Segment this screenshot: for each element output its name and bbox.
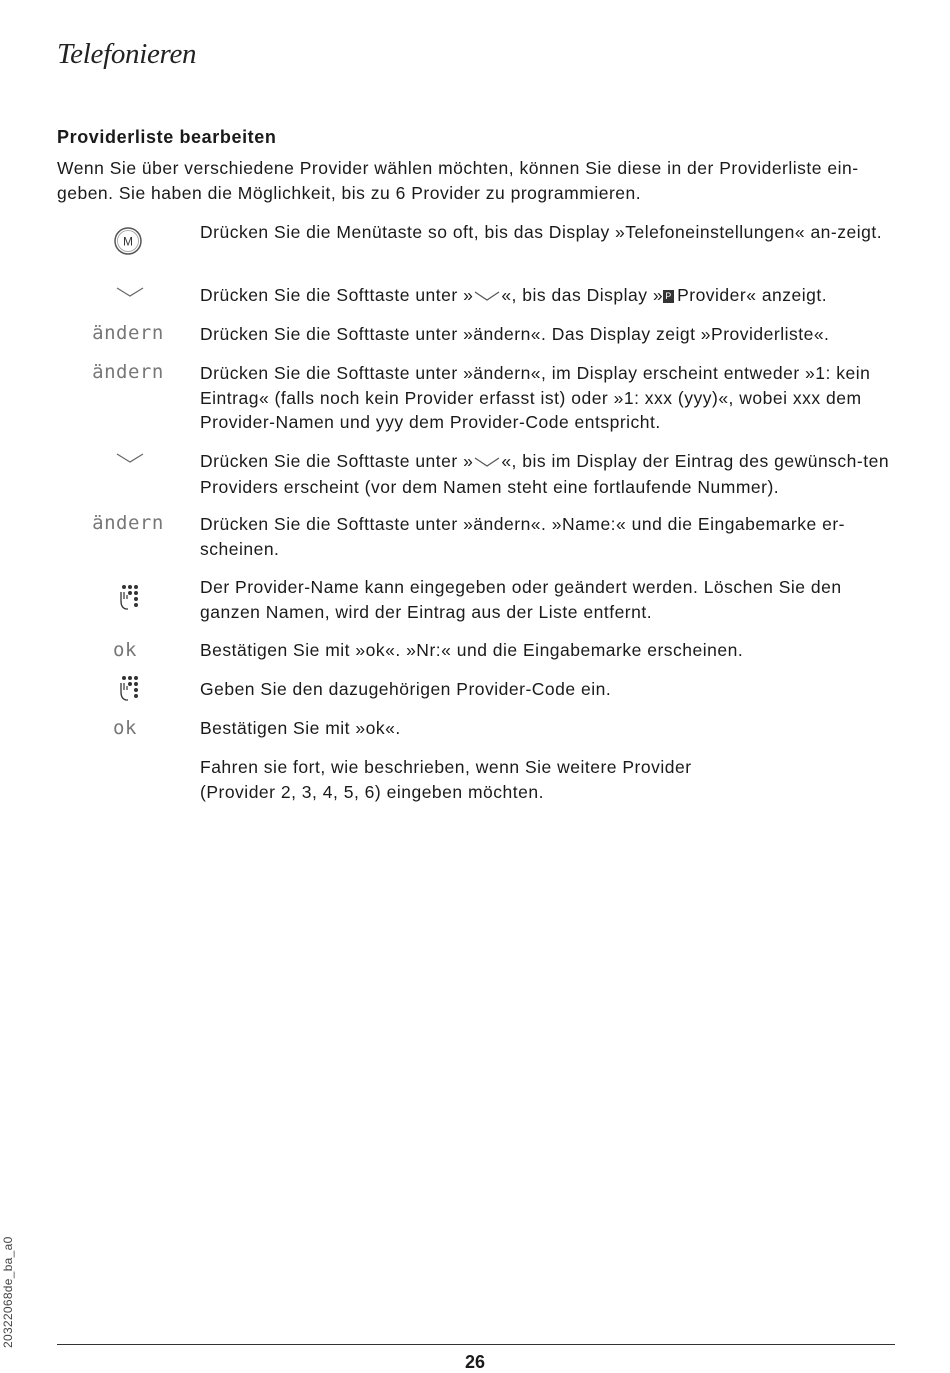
chevron-down-icon (115, 451, 145, 465)
step-10-text: Bestätigen Sie mit »ok«. (200, 718, 401, 738)
step-2-part-a: Drücken Sie die Softtaste unter » (200, 285, 474, 305)
step-8-text: Bestätigen Sie mit »ok«. »Nr:« und die Eingabemarke erscheinen. (200, 640, 744, 660)
keypad-icon (115, 674, 143, 704)
step-9-text: Geben Sie den dazugehörigen Provider-Code ein. (200, 679, 612, 699)
softkey-aendern-label: ändern (92, 512, 164, 534)
chevron-down-icon (115, 285, 145, 299)
step-3-text: Drücken Sie die Softtaste unter »ändern«. Das Display zeigt »Providerliste«. (200, 324, 830, 344)
step-1-text: Drücken Sie die Menütaste so oft, bis das Display »Telefoneinstellungen« an-zeigt. (200, 222, 883, 242)
step-2-part-c: Provider« anzeigt. (677, 285, 828, 305)
chevron-down-icon (474, 284, 500, 309)
page-number: 26 (464, 1352, 486, 1372)
step-2-text (200, 283, 900, 309)
softkey-ok-label: ok (113, 717, 137, 739)
footer-divider (57, 1344, 895, 1345)
document-code: 20322068de_ba_a0 (1, 1236, 15, 1348)
step-5-part-b: «, bis im Display der Eintrag des gewünsch-ten Providers erscheint (vor dem Namen steht eine fortlaufende Nummer). (200, 451, 890, 497)
chevron-down-icon (474, 450, 500, 475)
intro-paragraph: Wenn Sie über verschiedene Provider wählen möchten, können Sie diese in der Providerliste ein-geben. Sie haben die Möglichkeit, bis zu 6 Provider zu programmieren. (57, 158, 859, 203)
keypad-icon (115, 583, 143, 613)
step-7-text: Der Provider-Name kann eingegeben oder geändert werden. Löschen Sie den ganzen Namen, wird der Eintrag aus der Liste entfernt. (200, 577, 842, 622)
softkey-ok-label: ok (113, 639, 137, 661)
softkey-aendern-label: ändern (92, 322, 164, 344)
step-4-text: Drücken Sie die Softtaste unter »ändern«, im Display erscheint entweder »1: kein Eintrag« (falls noch kein Provider erfasst ist) oder »1: xxx (yyy)«, wobei xxx dem Provider-Namen und yyy dem Provider-Code entspricht. (200, 363, 871, 432)
svg-text:M: M (123, 234, 133, 249)
step-6-text: Drücken Sie die Softtaste unter »ändern«. »Name:« und die Eingabemarke er-scheinen. (200, 514, 845, 559)
section-header: Telefonieren (57, 38, 197, 70)
step-5-text (200, 449, 900, 499)
menu-key-icon (113, 226, 143, 256)
softkey-aendern-label: ändern (92, 361, 164, 383)
provider-icon: P (663, 290, 674, 303)
step-5-part-a: Drücken Sie die Softtaste unter » (200, 451, 474, 471)
step-11-text: Fahren sie fort, wie beschrieben, wenn Sie weitere Provider (Provider 2, 3, 4, 5, 6) eingeben möchten. (200, 757, 692, 802)
step-2-part-b: «, bis das Display » (501, 285, 664, 305)
page-title: Providerliste bearbeiten (57, 127, 277, 147)
